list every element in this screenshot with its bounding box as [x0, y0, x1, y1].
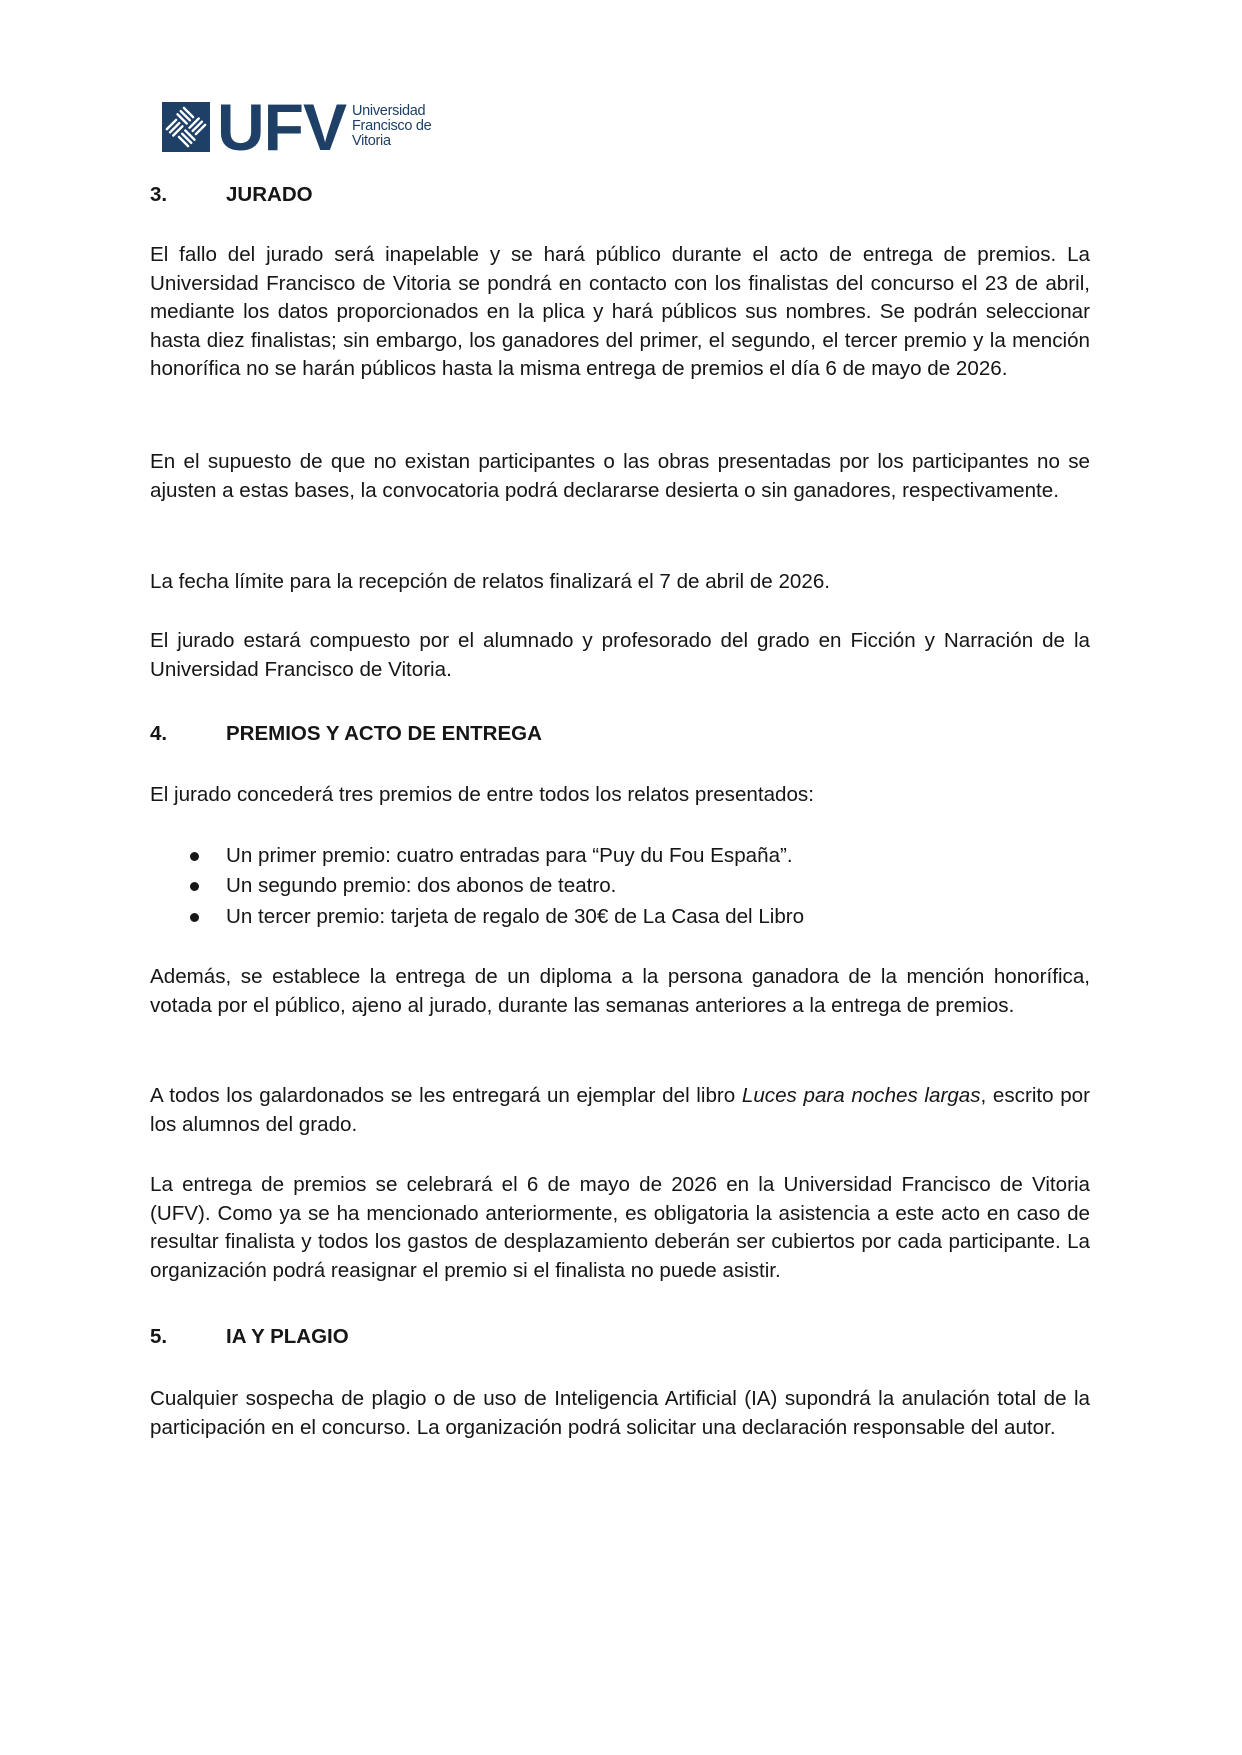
- section-heading-premios: [150, 720, 542, 748]
- section-heading-jurado: [150, 181, 313, 209]
- section-title: IA Y PLAGIO: [226, 1325, 349, 1348]
- prize-text: Un tercer premio: tarjeta de regalo de 30€ de La Casa del Libro: [226, 904, 805, 928]
- ufv-logo: [162, 90, 432, 164]
- book-text-after: , escrito por los alumnos del grado.: [150, 1084, 1090, 1136]
- section-title: JURADO: [226, 183, 313, 206]
- bullet-icon: [190, 913, 199, 922]
- ufv-emblem-icon: [162, 102, 210, 152]
- paragraph-jury-decision: El fallo del jurado será inapelable y se hará público durante el acto de entrega de premios. La Universidad Francisco de Vitoria se pondrá en contacto con los finalistas del concurso el 23 de abril, mediante los datos proporcionados en la plica y hará públicos sus nombres. Se podrán seleccionar hasta diez finalistas; sin embargo, los ganadores del primer, el segundo, el tercer premio y la mención honorífica no se harán públicos hasta la misma entrega de premios el día 6 de mayo de 2026.: [150, 243, 1090, 381]
- logo-name-line: Universidad: [352, 103, 426, 119]
- paragraph-jury-composition: El jurado estará compuesto por el alumnado y profesorado del grado en Ficción y Narración de la Universidad Francisco de Vitoria.: [150, 629, 1090, 681]
- section-title: PREMIOS Y ACTO DE ENTREGA: [226, 722, 542, 745]
- paragraph-honorable-mention: Además, se establece la entrega de un diploma a la persona ganadora de la mención honorífica, votada por el público, ajeno al jurado, durante las semanas anteriores a la entrega de premios.: [150, 965, 1090, 1017]
- prize-list-item: [150, 902, 1090, 932]
- section-heading-ia-plagio: [150, 1323, 349, 1351]
- prize-text: Un primer premio: cuatro entradas para “Puy du Fou España”.: [226, 844, 793, 867]
- logo-name: [352, 102, 431, 152]
- book-text-before: A todos los galardonados se les entregará un ejemplar del libro: [150, 1084, 742, 1107]
- bullet-icon: [190, 852, 199, 861]
- section-number: 4.: [150, 722, 168, 745]
- prize-list-item: [150, 841, 1090, 871]
- section-number: 3.: [150, 183, 168, 206]
- paragraph-ai-plagiarism: Cualquier sospecha de plagio o de uso de Inteligencia Artificial (IA) supondrá la anulación total de la participación en el concurso. La organización podrá solicitar una declaración responsable del autor.: [150, 1387, 1090, 1439]
- paragraph-ceremony: La entrega de premios se celebrará el 6 de mayo de 2026 en la Universidad Francisco de Vitoria (UFV). Como ya se ha mencionado anteriormente, es obligatoria la asistencia a este acto en caso de resultar finalista y todos los gastos de desplazamiento deberán ser cubiertos por cada participante. La organización podrá reasignar el premio si el finalista no puede asistir.: [150, 1173, 1090, 1282]
- paragraph-deserted-call: En el supuesto de que no existan participantes o las obras presentadas por los participantes no se ajusten a estas bases, la convocatoria podrá declararse desierta o sin ganadores, respectivamente.: [150, 450, 1090, 502]
- paragraph-book-gift: [150, 1082, 1090, 1139]
- logo-acronym: UFV: [217, 90, 346, 164]
- paragraph-deadline: La fecha límite para la recepción de relatos finalizará el 7 de abril de 2026.: [150, 570, 831, 593]
- section-number: 5.: [150, 1325, 168, 1348]
- paragraph-prizes-intro: El jurado concederá tres premios de entre todos los relatos presentados:: [150, 783, 814, 806]
- bullet-icon: [190, 882, 199, 891]
- logo-name-line: Francisco de: [352, 118, 432, 134]
- prize-list-item: [150, 871, 1090, 901]
- prize-text: Un segundo premio: dos abonos de teatro.: [226, 874, 617, 898]
- book-title: Luces para noches largas: [741, 1084, 981, 1107]
- logo-name-line: Vitoria: [352, 133, 391, 149]
- prize-list: [150, 841, 1090, 932]
